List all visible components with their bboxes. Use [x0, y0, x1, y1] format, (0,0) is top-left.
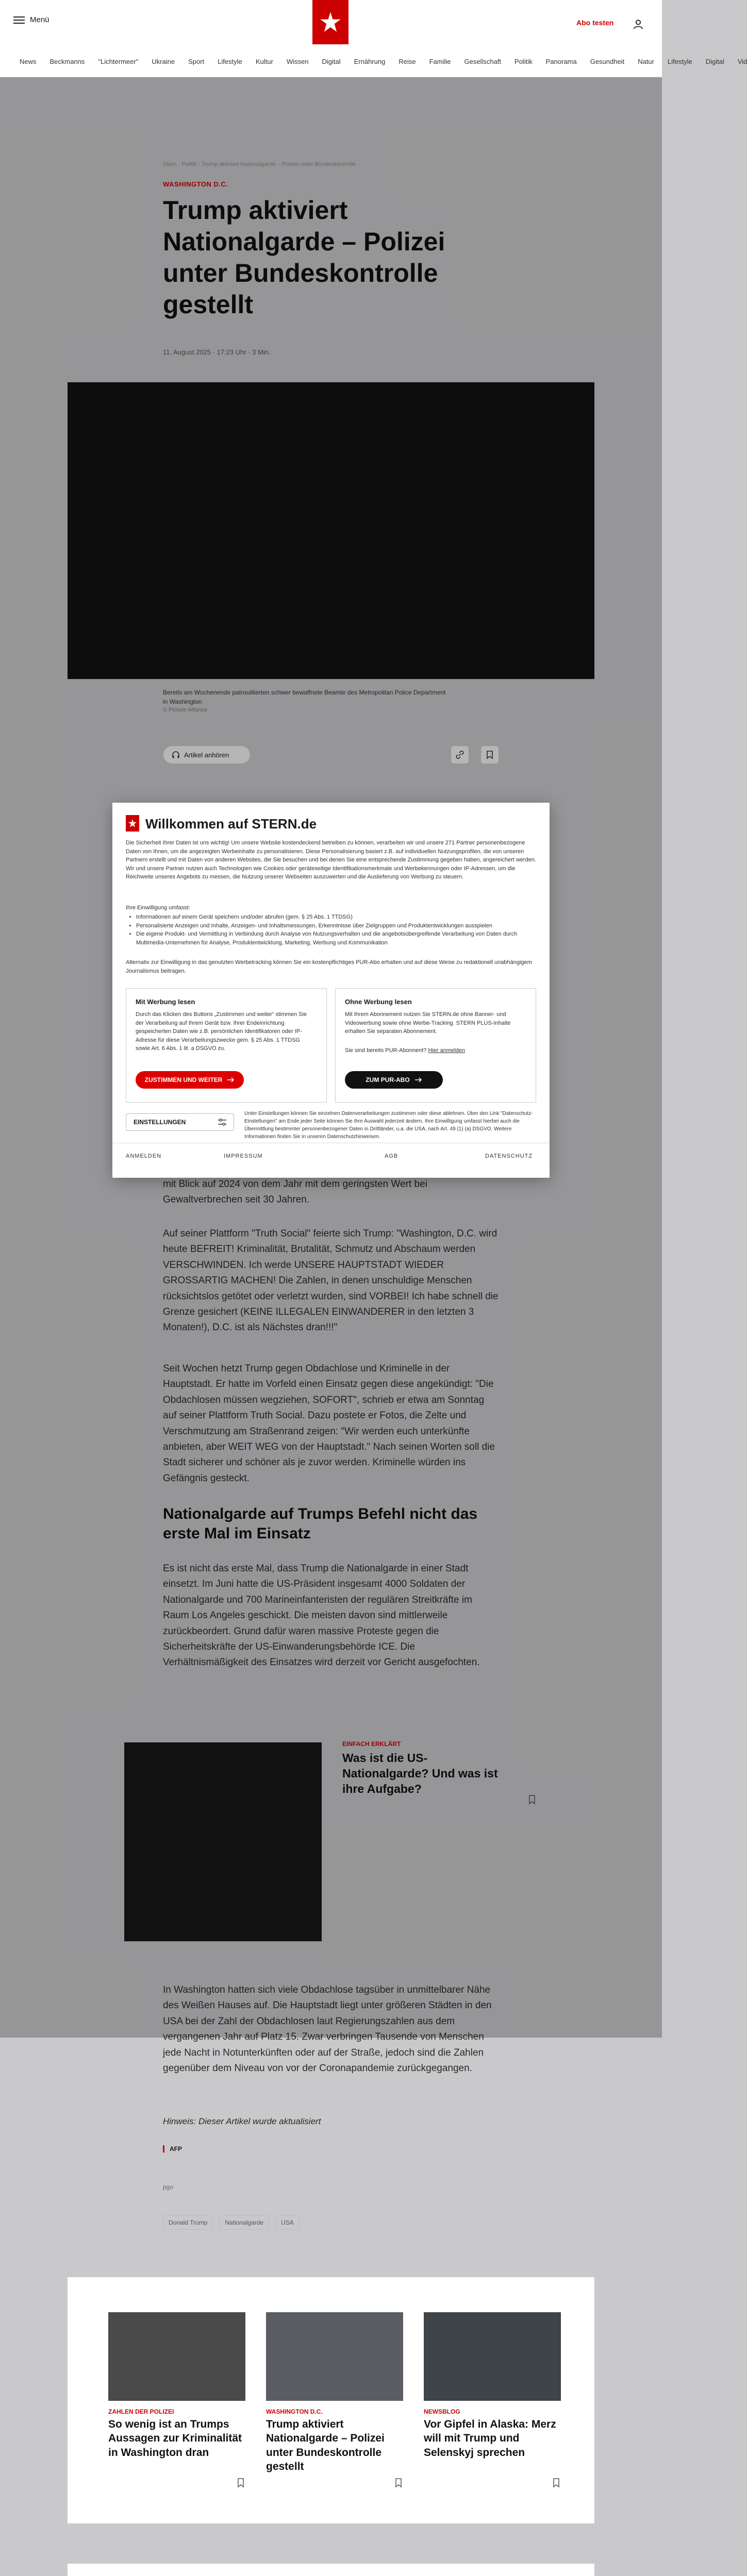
breadcrumb[interactable]: Stern · Politik · Trump aktiviert Nationalgarde – Polizei unter Bundeskontrolle [163, 161, 356, 167]
bookmark-icon[interactable] [237, 2478, 244, 2487]
with-ads-card [126, 988, 327, 1103]
consent-intro: Die Sicherheit Ihrer Daten ist uns wichtig! Um unsere Website kostendeckend betreiben zu können, verarbeiten wir und unsere 271 Partner personenbezogene Daten von Ihnen, um die angezeigten Werbeinhalte zu personalisieren. Diese Personalisierung basiert z.B. auf individuellen Nutzungsprofilen, die von unseren Partnern erstellt und mit Daten von anderen Websites, die Sie besuchen und bei denen Sie eine entsprechende Zustimmung gegeben haben, angereichert werden. Wir und unsere Partner nutzen auch Technologien wie Cookies oder geräteseitige Identifikationsmerkmale und Werbekennungen oder IP-Adressen, um die Reichweite unseres Angebots zu messen, die Nutzung unserer Webseiten auszuwerten und die Auslieferung von Werbung zu steuern. [126, 840, 536, 880]
article-kicker: WASHINGTON D.C. [163, 180, 228, 188]
user-icon[interactable] [633, 19, 644, 30]
nav-item[interactable]: Lifestyle [668, 58, 692, 65]
with-ads-heading: Mit Werbung lesen [136, 998, 195, 1006]
bookmark-icon[interactable] [553, 2478, 560, 2487]
settings-button[interactable] [126, 1113, 234, 1131]
nav-item[interactable]: Natur [638, 58, 654, 65]
article-card-image[interactable] [108, 2312, 245, 2401]
settings-text: Unter Einstellungen können Sie einzelnen Datenverarbeitungen zustimmen oder diese ablehnen. Über den Link "Datenschutz-Einstellungen" am Ende jeder Seite können Sie Ihre Auswahl jederzeit ändern. Ihre Einwilligung umfasst hierbei auch die Übermittlung bestimmter personenbezogener Daten in Drittländer, u.a. die USA, nach Art. 49 (1) (a) DSGVO. Weitere Informationen finden Sie in unseren Datenschutzhinweisen. [244, 1111, 533, 1140]
abo-test-link[interactable]: Abo testen [576, 19, 614, 27]
arrow-right-icon [227, 1077, 235, 1082]
teaser-kicker: EINFACH ERKLÄRT [342, 1740, 401, 1748]
listen-label: Artikel anhören [184, 751, 229, 759]
tag-list [163, 2215, 300, 2230]
article-paragraph: In Washington hatten sich viele Obdachlose tagsüber in unmittelbarer Nähe des Weißen Hauses auf. Die Hauptstadt liegt unter größeren Städten in den USA bei der Zahl der Obdachlosen laut Regierungszahlen aus dem vergangenen Jahr auf Platz 15. Zwar verbringen Tausende von Menschen jede Nacht in Notunterkünften oder auf der Straße, jedoch sind die Zahlen gegenüber dem Niveau von vor der Coronapandemie zurückgegangen. [163, 1985, 492, 2074]
nav-item[interactable]: Ukraine [152, 58, 175, 65]
article-meta: 11. August 2025 · 17:23 Uhr · 3 Min. [163, 348, 271, 356]
nav-item[interactable]: Ernährung [354, 58, 386, 65]
update-hint: Hinweis: Dieser Artikel wurde aktualisiert [163, 2116, 321, 2126]
article-paragraph: Auf seiner Plattform "Truth Social" feierte sich Trump: "Washington, D.C. wird heute BEFREIT! Kriminalität, Brutalität, Schmutz und Abschaum werden VERSCHWINDEN. Ich werde UNSERE HAUPTSTADT WIEDER GROSSARTIG MACHEN! Die Zahlen, in denen unschuldige Menschen rücksichtslos getötet oder verletzt wurden, sind VORBEI! Ich habe schnell die Grenze gesichert (KEINE ILLEGALEN EINWANDERER in den letzten 3 Monaten!), D.C. ist als Nächstes dran!!!" [163, 1228, 499, 1333]
agency-label: AFP [163, 2145, 182, 2153]
tag[interactable]: Donald Trump [163, 2215, 213, 2230]
pur-login-link[interactable]: Hier anmelden [428, 1047, 465, 1054]
more-on-topic [68, 2564, 594, 2576]
author-label: pgo [163, 2183, 174, 2191]
accept-button[interactable] [136, 1071, 244, 1089]
pur-abo-label: ZUM PUR-ABO [366, 1076, 410, 1083]
nav-item[interactable]: Sport [188, 58, 205, 65]
sliders-icon [218, 1118, 226, 1126]
article-card-title[interactable]: Vor Gipfel in Alaska: Merz will mit Trump und Selenskyj sprechen [424, 2418, 556, 2459]
stern-logo [126, 815, 139, 832]
article-card-kicker: WASHINGTON D.C. [266, 2408, 323, 2415]
image-caption: Bereits am Wochenende patrouillierten schwer bewaffnete Beamte des Metropolitan Police Department in Washington [163, 689, 446, 705]
star-icon [319, 11, 342, 33]
article-card-title[interactable]: So wenig ist an Trumps Aussagen zur Kriminalität in Washington dran [108, 2418, 242, 2459]
footer-link-impressum[interactable]: IMPRESSUM [224, 1153, 263, 1159]
article-paragraph: mit Blick auf 2024 von dem Jahr mit dem geringsten Wert bei Gewaltverbrechen seit 30 Jahren. [163, 1179, 427, 1206]
pur-login-prompt: Sie sind bereits PUR-Abonnent? [345, 1047, 427, 1054]
menu-button[interactable] [13, 15, 49, 24]
nav-item[interactable]: Beckmanns [49, 58, 85, 65]
nav-item[interactable]: Kultur [255, 58, 273, 65]
tag[interactable]: Nationalgarde [219, 2215, 269, 2230]
purpose-item: • Die eigene Produkt- und Vermittlung in Verbindung durch Analyse von Nutzungsverhalten und die angebotsübergreifende Verarbeitung von Daten durch Multimedia-Unternehmen für Analyse, Produktentwicklung, Marketing, Werbung und Kommunikation [136, 930, 533, 947]
nav-item[interactable]: Gesellschaft [464, 58, 502, 65]
consent-title: Willkommen auf STERN.de [145, 816, 317, 832]
tag[interactable]: USA [275, 2215, 300, 2230]
nav-item[interactable]: Politik [514, 58, 533, 65]
purpose-item: • Informationen auf einem Gerät speichern und/oder abrufen (gem. § 25 Abs. 1 TTDSG) [136, 913, 533, 922]
nav-item[interactable]: "Lichtermeer" [98, 58, 139, 65]
arrow-right-icon [415, 1077, 422, 1082]
without-ads-heading: Ohne Werbung lesen [345, 998, 412, 1006]
article-paragraph: Seit Wochen hetzt Trump gegen Obdachlose und Kriminelle in der Hauptstadt. Er hatte im Vorfeld einen Einsatz gegen diese angekündigt: "Die Obdachlosen müssen wegziehen, SOFORT", schrieb er etwa am Sonntag auf seiner Plattform Truth Social. Dazu postete er Fotos, die Zelte und Verschmutzung am Straßenrand zeigen: "Wir werden euch unterkünfte anbieten, aber WEIT WEG von der Hauptstadt." Nach seinen Worten soll die Stadt sicherer und schöner als je zuvor werden. Kriminelle würden ins Gefängnis gesteckt. [163, 1363, 495, 1484]
with-ads-text: Durch das Klicken des Buttons „Zustimmen und weiter“ stimmen Sie der Verarbeitung auf Ihrem Gerät bzw. Ihrer Endeinrichtung gespeicherten Daten wie z.B. persönlichen Identifikatoren oder IP-Adresse für diese Verarbeitungszwecke gem. § 25 Abs. 1 TTDSG sowie Art. 6 Abs. 1 lit. a DSGVO zu. [136, 1011, 307, 1052]
nav-item[interactable]: Familie [429, 58, 451, 65]
nav-item[interactable]: Reise [399, 58, 416, 65]
article-card-image[interactable] [266, 2312, 403, 2401]
nav-item[interactable]: News [20, 58, 37, 65]
article-card-kicker: ZAHLEN DER POLIZEI [108, 2408, 174, 2415]
section-heading: Nationalgarde auf Trumps Befehl nicht das erste Mal im Einsatz [163, 1505, 478, 1542]
nav-item[interactable]: Wissen [286, 58, 309, 65]
without-ads-text: Mit Ihrem Abonnement nutzen Sie STERN.de ohne Banner- und Videowerbung sowie ohne Werbe-Tracking. STERN PLUS-Inhalte erhalten Sie separaten Abonnement. [345, 1011, 511, 1035]
footer-link-datenschutz[interactable]: DATENSCHUTZ [485, 1153, 533, 1159]
accept-label: ZUSTIMMEN UND WEITER [144, 1076, 223, 1083]
consent-dialog [112, 803, 550, 1178]
hamburger-icon [13, 16, 25, 24]
article-title: Trump aktiviert Nationalgarde – Polizei unter Bundeskontrolle gestellt [163, 196, 445, 319]
nav-item[interactable]: Lifestyle [218, 58, 242, 65]
settings-label: EINSTELLUNGEN [134, 1118, 186, 1126]
footer-link-agb[interactable]: AGB [385, 1153, 399, 1159]
consent-purposes [136, 913, 533, 947]
teaser-title[interactable]: Was ist die US-Nationalgarde? Und was ist ihre Aufgabe? [342, 1751, 498, 1795]
main-navigation [0, 46, 747, 77]
nav-item[interactable]: Digital [705, 58, 724, 65]
footer-link-login[interactable]: ANMELDEN [126, 1153, 162, 1159]
bookmark-icon[interactable] [395, 2478, 402, 2487]
without-ads-card [335, 988, 536, 1103]
consent-purposes-heading: Ihre Einwilligung umfasst: [126, 905, 190, 911]
consent-alternative: Alternativ zur Einwilligung in das genutzten Werbetracking können Sie ein kostenpflichtiges PUR-Abo erhalten und auf diese Weise zu redaktionell unabhängigem Journalismus beitragen. [126, 959, 532, 974]
purpose-item: • Personalisierte Anzeigen und Inhalte, Anzeigen- und Inhaltsmessungen, Erkenntnisse über Zielgruppen und Produktentwicklungen ausspielen [136, 922, 533, 930]
pur-login-row [345, 1046, 465, 1055]
star-icon [128, 819, 137, 828]
article-paragraph: Es ist nicht das erste Mal, dass Trump die Nationalgarde in einer Stadt einsetzt. Im Juni hatte die US-Präsident insgesamt 4000 Soldaten der Nationalgarde und 700 Marineinfanteristen der regulären Streitkräfte im Raum Los Angeles geschickt. Die meisten davon sind mittlerweile zurückbeordert. Grund dafür waren massive Proteste gegen die Sicherheitskräfte der US-Einwanderungsbehörde ICE. Die Verhältnismäßigkeit des Einsatzes wird derzeit vor Gericht ausgefochten. [163, 1563, 480, 1668]
nav-item[interactable]: Digital [322, 58, 341, 65]
article-card-title[interactable]: Trump aktiviert Nationalgarde – Polizei unter Bundeskontrolle gestellt [266, 2418, 385, 2472]
nav-item[interactable]: Panorama [545, 58, 577, 65]
article-card-image[interactable] [424, 2312, 561, 2401]
pur-abo-button[interactable] [345, 1071, 443, 1089]
image-credit: © Picture Alliance [163, 707, 208, 713]
menu-label: Menü [30, 15, 49, 24]
article-card-kicker: NEWSBLOG [424, 2408, 460, 2415]
stern-logo[interactable] [312, 0, 348, 44]
nav-item[interactable]: Gesundheit [590, 58, 625, 65]
nav-item[interactable]: Vid [737, 58, 747, 65]
